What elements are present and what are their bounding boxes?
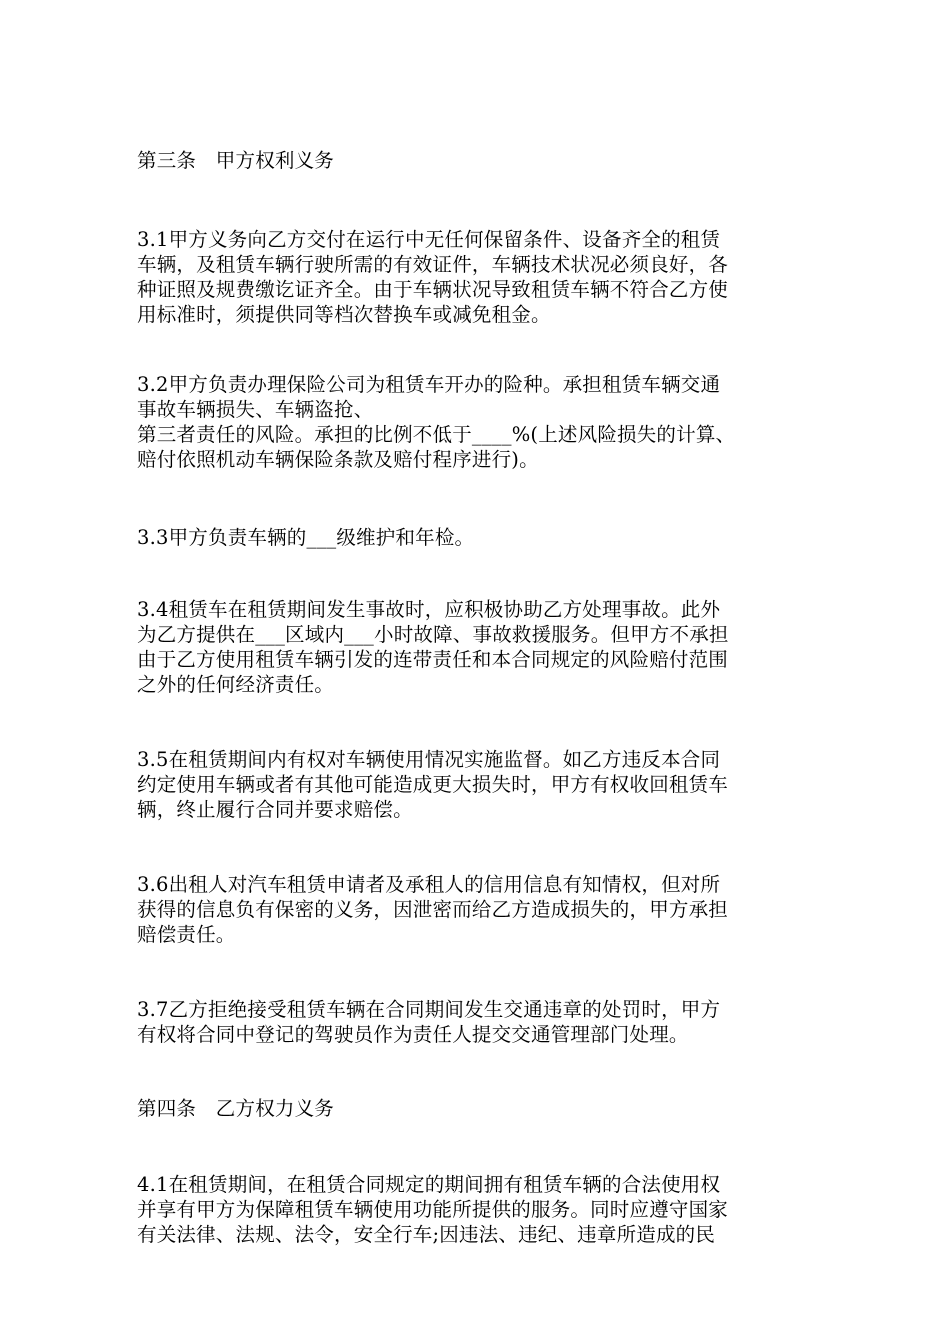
clause-line: 有权将合同中登记的驾驶员作为责任人提交交通管理部门处理。 [137,1023,689,1046]
clause-line: 4.1在租赁期间，在租赁合同规定的期间拥有租赁车辆的合法使用权 [137,1173,721,1196]
clause-3-6 [137,872,817,947]
clause-3-1 [137,227,817,327]
section-4-heading: 第四条 乙方权力义务 [137,1097,335,1120]
clause-line: 3.5在租赁期间内有权对车辆使用情况实施监督。如乙方违反本合同 [137,748,721,771]
clause-line: 并享有甲方为保障租赁车辆使用功能所提供的服务。同时应遵守国家 [137,1198,729,1221]
clause-line: 3.2甲方负责办理保险公司为租赁车开办的险种。承担租赁车辆交通 [137,373,721,396]
clause-3-3 [137,525,817,550]
clause-3-7 [137,997,817,1047]
section-3-heading: 第三条 甲方权利义务 [137,149,335,172]
clause-line: 赔付依照机动车辆保险条款及赔付程序进行)。 [137,448,539,471]
clause-line: 第三者责任的风险。承担的比例不低于____%(上述风险损失的计算、 [137,423,736,446]
clause-3-4 [137,597,817,697]
clause-line: 有关法律、法规、法令，安全行车;因违法、违纪、违章所造成的民 [137,1223,716,1246]
clause-line: 为乙方提供在___区域内___小时故障、事故救援服务。但甲方不承担 [137,623,729,646]
clause-3-2 [137,372,817,472]
clause-line: 用标准时，须提供同等档次替换车或减免租金。 [137,303,551,326]
clause-line: 种证照及规费缴讫证齐全。由于车辆状况导致租赁车辆不符合乙方使 [137,278,729,301]
clause-line: 辆，终止履行合同并要求赔偿。 [137,798,413,821]
clause-line: 车辆，及租赁车辆行驶所需的有效证件，车辆技术状况必须良好，各 [137,253,729,276]
clause-line: 之外的任何经济责任。 [137,673,335,696]
clause-line: 3.6出租人对汽车租赁申请者及承租人的信用信息有知情权，但对所 [137,873,721,896]
clause-line: 3.1甲方义务向乙方交付在运行中无任何保留条件、设备齐全的租赁 [137,228,721,251]
clause-line: 赔偿责任。 [137,923,236,946]
clause-line: 3.7乙方拒绝接受租赁车辆在合同期间发生交通违章的处罚时，甲方 [137,998,721,1021]
clause-line: 3.3甲方负责车辆的___级维护和年检。 [137,526,475,549]
clause-line: 事故车辆损失、车辆盗抢、 [137,398,374,421]
clause-3-5 [137,747,817,822]
clause-4-1 [137,1172,817,1247]
clause-line: 3.4租赁车在租赁期间发生事故时，应积极协助乙方处理事故。此外 [137,598,721,621]
clause-line: 获得的信息负有保密的义务，因泄密而给乙方造成损失的，甲方承担 [137,898,729,921]
clause-line: 由于乙方使用租赁车辆引发的连带责任和本合同规定的风险赔付范围 [137,648,729,671]
clause-line: 约定使用车辆或者有其他可能造成更大损失时，甲方有权收回租赁车 [137,773,729,796]
